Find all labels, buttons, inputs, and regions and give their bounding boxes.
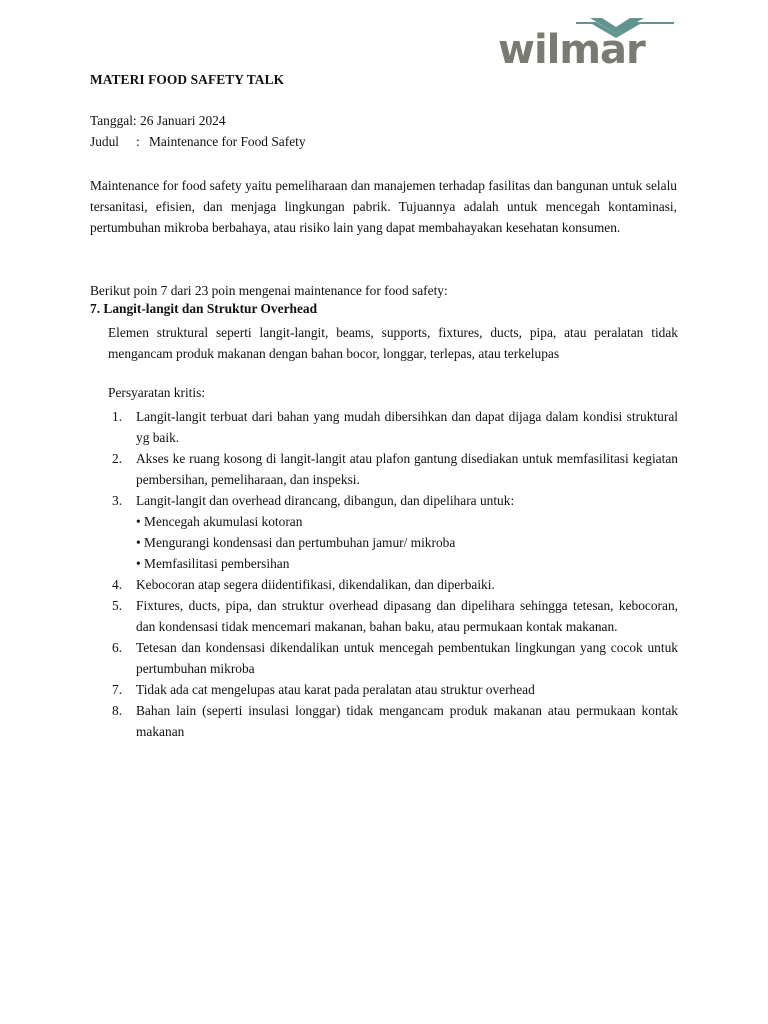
document-title: MATERI FOOD SAFETY TALK [90, 72, 285, 87]
requirement-text: Fixtures, ducts, pipa, dan struktur overhead dipasang dan dipelihara sehingga tetesan, kebocoran, dan kondensasi tidak mencemari makanan, bahan baku, atau permukaan kontak makanan. [136, 598, 678, 634]
requirement-item [108, 700, 678, 742]
requirement-number: 7. [112, 682, 123, 697]
requirements-list [108, 406, 678, 742]
requirement-item [108, 595, 678, 637]
meta-judul [90, 134, 306, 150]
requirements-label: Persyaratan kritis: [108, 385, 206, 400]
requirement-number: 6. [112, 640, 123, 655]
requirement-text: Akses ke ruang kosong di langit-langit atau plafon gantung disediakan untuk memfasilitasi kegiatan pembersihan, pemeliharaan, dan inspeksi. [136, 451, 678, 487]
requirement-text: Tidak ada cat mengelupas atau karat pada peralatan atau struktur overhead [136, 682, 535, 697]
judul-value: Maintenance for Food Safety [149, 134, 306, 149]
bullet-item: • Memfasilitasi pembersihan [136, 556, 290, 571]
judul-separator: : [136, 134, 140, 149]
requirement-number: 8. [112, 703, 123, 718]
requirement-item [108, 490, 678, 574]
requirement-text: Langit-langit terbuat dari bahan yang mudah dibersihkan dan dapat dijaga dalam kondisi struktural yg baik. [136, 409, 678, 445]
requirement-text: Kebocoran atap segera diidentifikasi, dikendalikan, dan diperbaiki. [136, 577, 495, 592]
wilmar-logo [498, 18, 678, 73]
requirement-text: Bahan lain (seperti insulasi longgar) tidak mengancam produk makanan atau permukaan kontak makanan [136, 703, 678, 739]
requirement-item [108, 679, 678, 700]
requirement-item [108, 448, 678, 490]
requirement-number: 1. [112, 409, 123, 424]
lead-paragraph: Berikut poin 7 dari 23 poin mengenai maintenance for food safety: [90, 283, 448, 298]
bullet-item: • Mengurangi kondensasi dan pertumbuhan jamur/ mikroba [136, 535, 456, 550]
requirement-text: Langit-langit dan overhead dirancang, dibangun, dan dipelihara untuk: [136, 493, 515, 508]
requirement-number: 4. [112, 577, 123, 592]
intro-paragraph: Maintenance for food safety yaitu pemeliharaan dan manajemen terhadap fasilitas dan bangunan untuk selalu tersanitasi, efisien, dan menjaga lingkungan pabrik. Tujuannya adalah untuk mencegah kontaminasi, pertumbuhan mikroba berbahaya, atau risiko lain yang dapat membahayakan kesehatan konsumen. [90, 178, 677, 235]
section-heading: 7. Langit-langit dan Struktur Overhead [90, 301, 318, 316]
bullet-item: • Mencegah akumulasi kotoran [136, 514, 303, 529]
meta-date: Tanggal: 26 Januari 2024 [90, 113, 226, 128]
judul-label: Judul [90, 134, 120, 149]
requirement-item [108, 637, 678, 679]
section-description: Elemen struktural seperti langit-langit, beams, supports, fixtures, ducts, pipa, atau peralatan tidak mengancam produk makanan dengan bahan bocor, longgar, terlepas, atau terkelupas [108, 325, 678, 361]
requirement-item [108, 574, 678, 595]
requirement-text: Tetesan dan kondensasi dikendalikan untuk mencegah pembentukan lingkungan yang cocok untuk pertumbuhan mikroba [136, 640, 678, 676]
requirement-item [108, 406, 678, 448]
requirement-number: 3. [112, 493, 123, 508]
logo-wordmark: wilmar [498, 27, 645, 73]
requirement-number: 5. [112, 598, 123, 613]
requirement-number: 2. [112, 451, 123, 466]
